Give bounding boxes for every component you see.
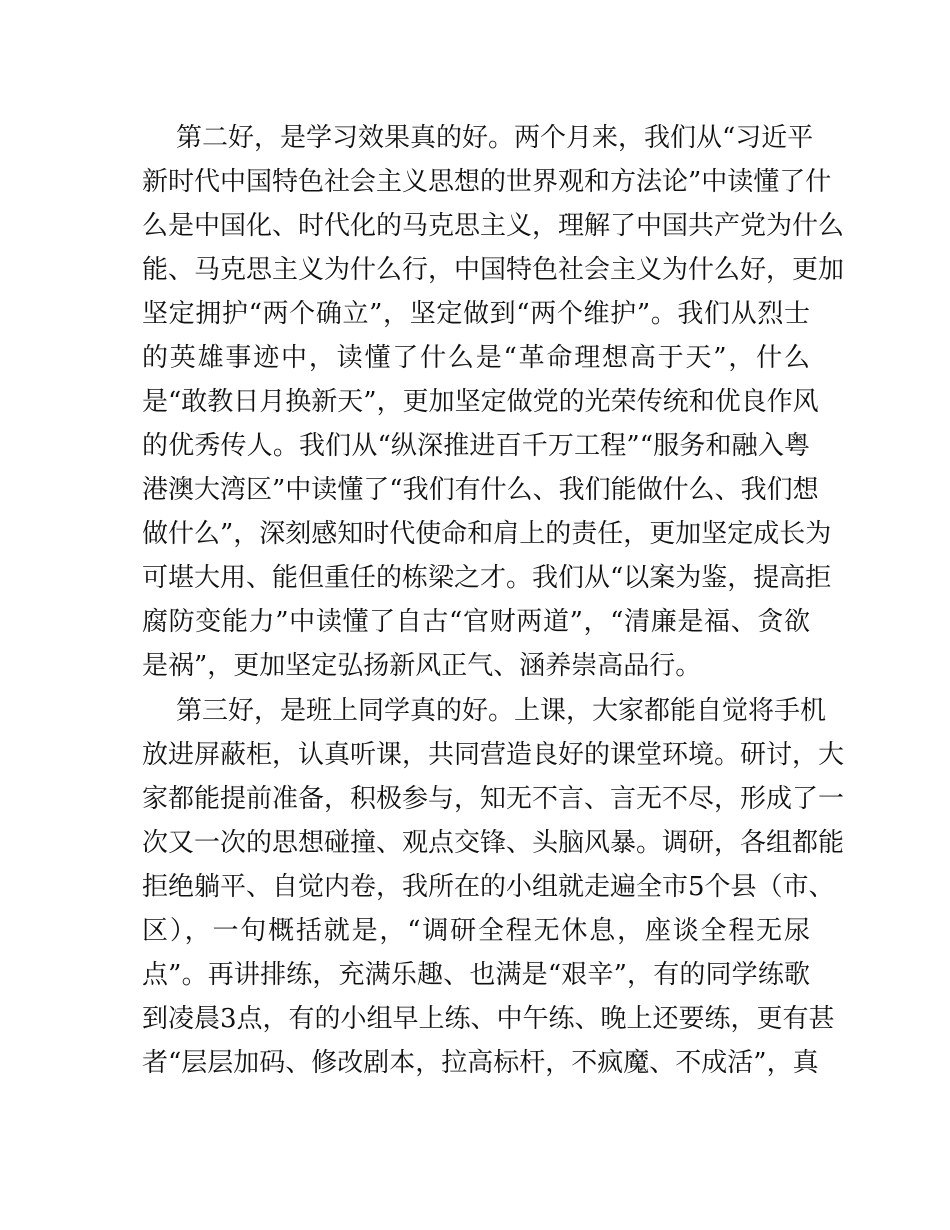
text-line: 到凌晨3点，有的小组早上练、中午练、晚上还要练，更有甚 — [142, 1004, 835, 1034]
text-line: 新时代中国特色社会主义思想的世界观和方法论”中读懂了什 — [142, 167, 832, 197]
text-line: 者“层层加码、修改剧本，拉高标杆，不疯魔、不成活”，真 — [142, 1048, 819, 1078]
text-line: 么是中国化、时代化的马克思主义，理解了中国共产党为什么 — [142, 211, 845, 241]
text-line: 的优秀传人。我们从“纵深推进百千万工程”“服务和融入粤 — [142, 431, 810, 461]
text-line: 能、马克思主义为什么行，中国特色社会主义为什么好，更加 — [142, 255, 845, 285]
text-line: 拒绝躺平、自觉内卷，我所在的小组就走遍全市5个县（市、 — [142, 872, 835, 902]
text-line: 第三好，是班上同学真的好。上课，大家都能自觉将手机 — [176, 696, 827, 726]
text-line: 点”。再讲排练，充满乐趣、也满是“艰辛”，有的同学练歌 — [142, 960, 810, 990]
paragraph-second-good — [142, 116, 845, 688]
text-line: 的英雄事迹中，读懂了什么是“革命理想高于天”，什么 — [142, 343, 810, 373]
text-line: 是“敢教日月换新天”，更加坚定做党的光荣传统和优良作风 — [142, 387, 819, 417]
text-line: 家都能提前准备，积极参与，知无不言、言无不尽，形成了一 — [142, 784, 845, 814]
text-line: 可堪大用、能但重任的栋梁之才。我们从“以案为鉴，提高拒 — [142, 563, 832, 593]
text-line: 港澳大湾区”中读懂了“我们有什么、我们能做什么、我们想 — [142, 475, 819, 505]
text-line: 次又一次的思想碰撞、观点交锋、头脑风暴。调研，各组都能 — [142, 828, 845, 858]
text-line: 坚定拥护“两个确立”，坚定做到“两个维护”。我们从烈士 — [142, 299, 810, 329]
text-line: 放进屏蔽柜，认真听课，共同营造良好的课堂环境。研讨，大 — [142, 740, 845, 770]
text-line: 是祸”，更加坚定弘扬新风正气、涵养崇高品行。 — [142, 651, 702, 681]
text-line: 做什么”，深刻感知时代使命和肩上的责任，更加坚定成长为 — [142, 519, 832, 549]
text-line: 腐防变能力”中读懂了自古“官财两道”，“清廉是福、贪欲 — [142, 607, 810, 637]
text-line: 第二好，是学习效果真的好。两个月来，我们从“习近平 — [176, 123, 814, 153]
text-line: 区），一句概括就是，“调研全程无休息，座谈全程无尿 — [142, 916, 810, 946]
paragraph-third-good — [142, 689, 845, 1085]
